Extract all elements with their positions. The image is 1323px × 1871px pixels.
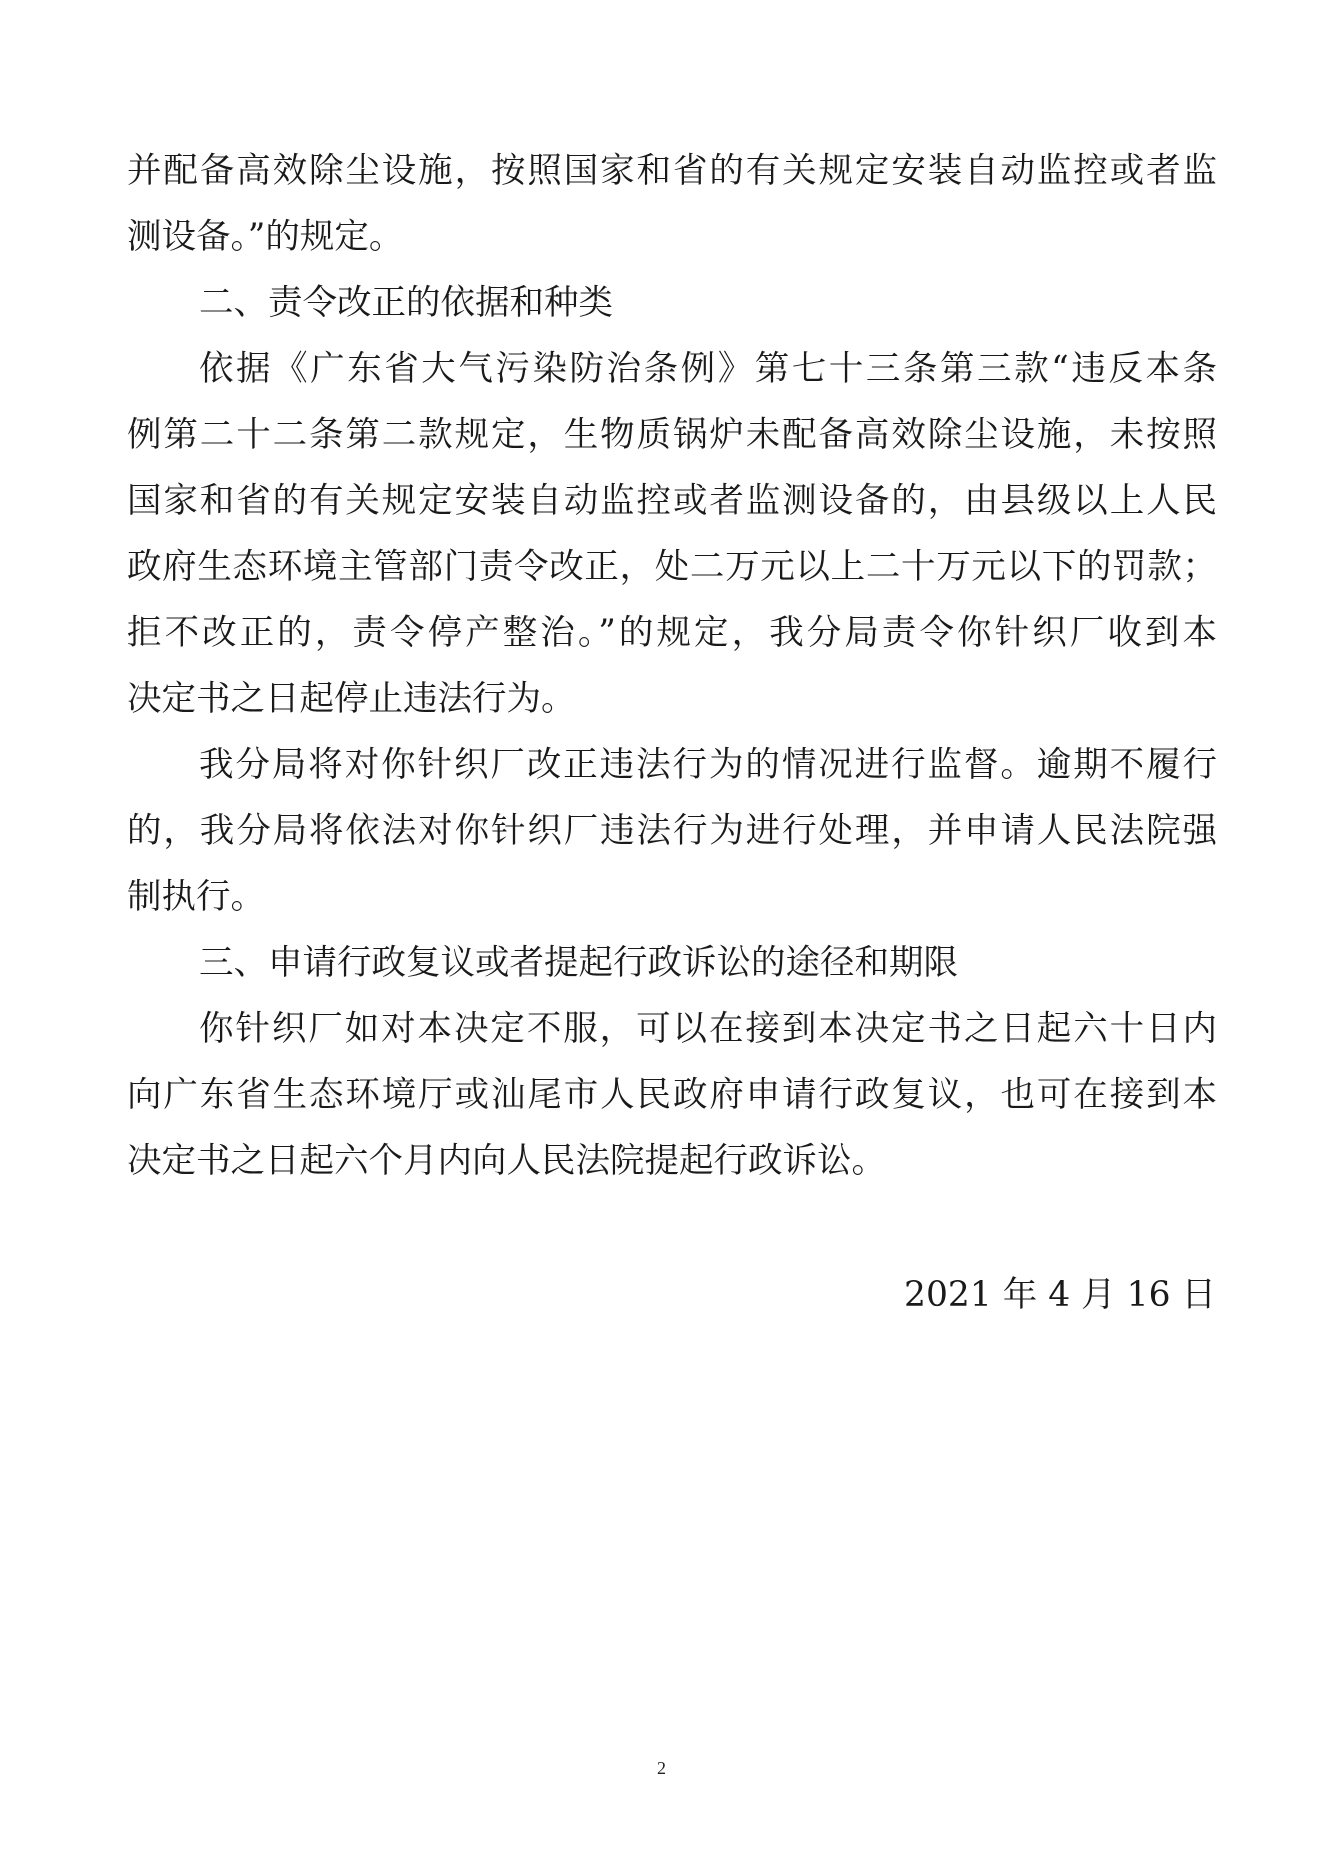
paragraph-line: 并配备高效除尘设施，按照国家和省的有关规定安装自动监控或者监: [127, 151, 1217, 191]
paragraph-line: 我分局将对你针织厂改正违法行为的情况进行监督。逾期不履行: [199, 745, 1217, 785]
paragraph-line: 你针织厂如对本决定不服，可以在接到本决定书之日起六十日内: [199, 1009, 1217, 1049]
section-heading: 三、申请行政复议或者提起行政诉讼的途径和期限: [199, 943, 958, 983]
section-heading: 二、责令改正的依据和种类: [199, 283, 613, 323]
paragraph-line: 的，我分局将依法对你针织厂违法行为进行处理，并申请人民法院强: [127, 811, 1217, 851]
paragraph-line: 依据《广东省大气污染防治条例》第七十三条第三款“违反本条: [199, 349, 1217, 389]
paragraph-line: 测设备。”的规定。: [127, 217, 404, 257]
paragraph-line: 向广东省生态环境厅或汕尾市人民政府申请行政复议，也可在接到本: [127, 1075, 1217, 1115]
paragraph-line: 制执行。: [127, 877, 265, 917]
paragraph-line: 决定书之日起停止违法行为。: [127, 679, 576, 719]
document-body: [127, 138, 1217, 1194]
page-number: 2: [657, 1758, 666, 1778]
paragraph-line: 政府生态环境主管部门责令改正，处二万元以上二十万元以下的罚款；: [127, 547, 1217, 587]
paragraph-line: 国家和省的有关规定安装自动监控或者监测设备的，由县级以上人民: [127, 481, 1217, 521]
paragraph-line: 决定书之日起六个月内向人民法院提起行政诉讼。: [127, 1141, 886, 1181]
document-date: 2021 年 4 月 16 日: [904, 1275, 1216, 1315]
paragraph-line: 例第二十二条第二款规定，生物质锅炉未配备高效除尘设施，未按照: [127, 415, 1217, 455]
paragraph-line: 拒不改正的，责令停产整治。”的规定，我分局责令你针织厂收到本: [127, 613, 1217, 653]
